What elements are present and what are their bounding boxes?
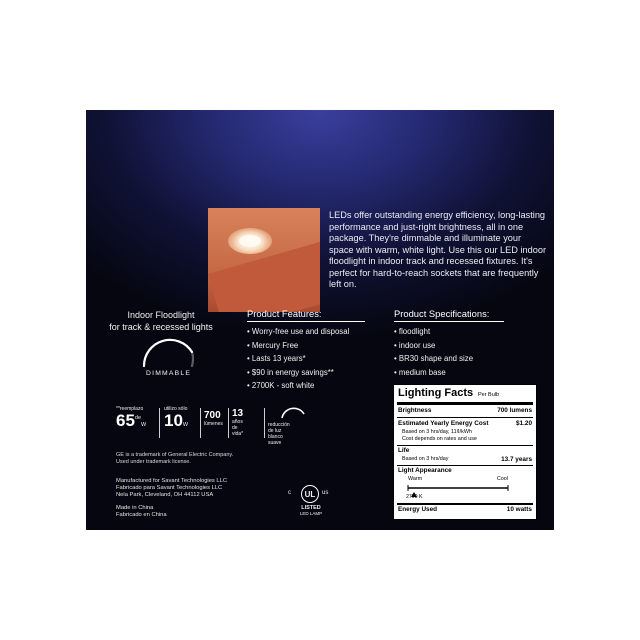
feature-item: • Worry-free use and disposal: [247, 325, 365, 339]
brightness-label: Brightness: [398, 407, 432, 414]
light-label-1: reducción de luz: [268, 422, 290, 434]
lumens: [204, 410, 223, 427]
ul-us: us: [322, 490, 329, 496]
light-dimming-icon: [278, 404, 308, 420]
cct-value: 2700 K: [406, 494, 423, 500]
energy-used-value: 10 watts: [506, 506, 532, 513]
light-label-2: blanco suave: [268, 434, 283, 446]
product-description: LEDs offer outstanding energy efficiency, long-lasting performance and just-right brightness, all in one package. They're dimmable and illuminate your space with warm, white light. Use this our LED indoor floodlight in indoor track and recessed fixtures. It's perfect for hard-to-reach sockets that are frequently left on.: [329, 210, 547, 289]
energy-cost-value: $1.20: [516, 420, 532, 427]
spec-item: • floodlight: [394, 325, 504, 339]
feature-item: • Lasts 13 years*: [247, 352, 365, 366]
ul-listed-mark: [286, 485, 336, 516]
energy-used-label: Energy Used: [398, 506, 438, 513]
uses-wattage: [164, 406, 188, 431]
product-name-line1: Indoor Floodlight: [127, 310, 195, 320]
specs-list: [394, 325, 504, 379]
years: [232, 408, 243, 437]
replaces-value: 65: [116, 411, 135, 430]
spec-item: • BR30 shape and size: [394, 352, 504, 366]
uses-value: 10: [164, 411, 183, 430]
light-type: [268, 422, 290, 446]
features-list: [247, 325, 365, 393]
years-value: 13: [232, 408, 244, 419]
country-of-origin: [116, 505, 167, 519]
dimmable-icon: [138, 328, 198, 370]
manufacturer-line: Nela Park, Cleveland, OH 44112 USA: [116, 492, 214, 499]
replaces-unit: W: [141, 422, 147, 428]
energy-cost-row: [398, 420, 532, 427]
ul-led-lamp: LED LAMP: [299, 511, 323, 516]
features-heading: Product Features:: [247, 308, 365, 322]
origin-line: Fabricado en China: [116, 512, 167, 519]
recessed-light-lens: [239, 235, 261, 247]
years-label-1: años: [232, 419, 243, 425]
life-label: Life: [398, 447, 410, 454]
replaces-wattage: [116, 406, 146, 431]
feature-item: • Mercury Free: [247, 339, 365, 353]
warm-label: Warm: [408, 476, 423, 482]
divider: [228, 408, 229, 438]
cool-label: Cool: [496, 476, 508, 482]
dimmable-label: DIMMABLE: [146, 370, 192, 377]
product-photo: [208, 208, 320, 312]
manufacturer-info: [116, 478, 227, 500]
divider-line: [397, 417, 533, 418]
brightness-row: [398, 407, 532, 414]
uses-unit: W: [182, 422, 189, 428]
spec-item: • indoor use: [394, 339, 504, 353]
ul-listed: LISTED: [301, 505, 321, 511]
trademark-notice: [116, 452, 233, 466]
features-section: [247, 308, 365, 393]
brightness-value: 700 lumens: [497, 407, 532, 414]
lighting-facts-title: Lighting Facts: [398, 387, 474, 399]
cost-note-2: Cost depends on rates and use: [402, 436, 477, 442]
life-note: Based on 3 hrs/day: [402, 456, 449, 462]
divider-line: [397, 445, 533, 446]
manufacturer-line: Fabricado para Savant Technologies LLC: [116, 485, 223, 492]
lumens-value: 700: [204, 410, 221, 421]
specs-heading: Product Specifications:: [394, 308, 504, 322]
uses-label: utilizo sólo: [164, 406, 188, 412]
lighting-facts-label: [393, 384, 537, 520]
life-value: 13.7 years: [501, 456, 532, 463]
spec-item: • medium base: [394, 366, 504, 380]
energy-cost-label: Estimated Yearly Energy Cost: [398, 420, 489, 427]
divider-line: [397, 465, 533, 466]
replaces-label: **reemplazo: [116, 406, 144, 412]
lumens-label: lúmenes: [204, 421, 223, 427]
trademark-line1: GE is a trademark of General Electric Company.: [116, 452, 234, 458]
life-row: [402, 456, 532, 463]
trademark-line2: Used under trademark license.: [116, 459, 191, 465]
per-bulb: Per Bulb: [477, 392, 500, 398]
specs-section: [394, 308, 504, 379]
divider-bar: [397, 402, 533, 405]
divider: [200, 408, 201, 438]
energy-used-row: [398, 506, 532, 513]
manufacturer-line: Manufactured for Savant Technologies LLC: [116, 478, 228, 484]
ul-logo: UL: [301, 485, 319, 503]
product-name-line2: for track & recessed lights: [109, 322, 213, 332]
divider: [159, 408, 160, 438]
package-back-panel: [86, 110, 554, 530]
cost-note-1: Based on 3 hrs/day, 11¢/kWh: [402, 429, 472, 435]
years-label-2: de vida*: [232, 425, 244, 437]
ul-c: c: [288, 490, 291, 496]
feature-item: • $90 in energy savings**: [247, 366, 365, 380]
appearance-label: Light Appearance: [398, 467, 452, 474]
replaces-de: de: [134, 415, 142, 421]
divider-bar: [397, 503, 533, 505]
divider: [264, 408, 265, 438]
origin-line: Made in China: [116, 505, 154, 511]
feature-item: • 2700K - soft white: [247, 379, 365, 393]
